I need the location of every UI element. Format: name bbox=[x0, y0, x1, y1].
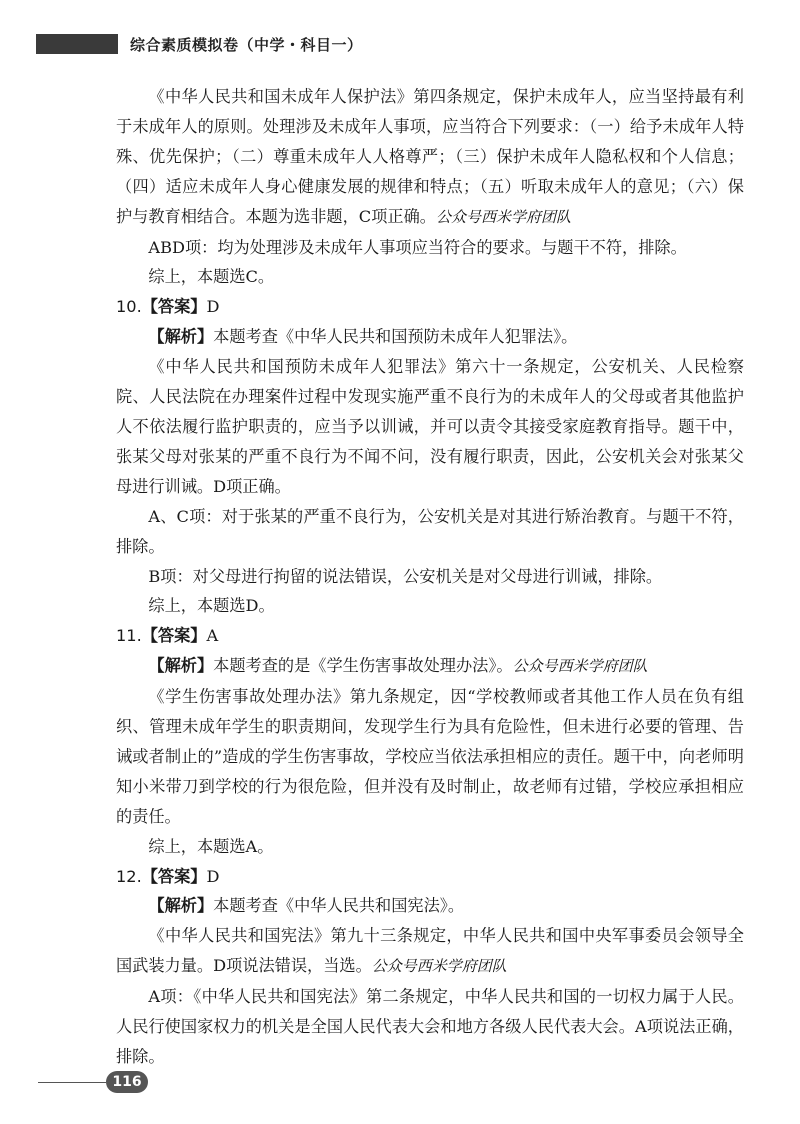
analysis-line bbox=[116, 322, 744, 352]
answer-tag: 【答案】 bbox=[141, 297, 207, 317]
paragraph-text: 综上，本题选D。 bbox=[148, 596, 275, 616]
page-content bbox=[116, 82, 744, 1072]
paragraph-text: 《学生伤害事故处理办法》第九条规定，因“学校教师或者其他工作人员在负有组织、管理未成年学生的职责期间，发现学生行为具有危险性，但未进行必要的管理、告诫或者制止的”造成的学生伤害事故，学校应当依法承担相应的责任。题干中，向老师明知小米带刀到学校的行为很危险，但并没有及时制止，故老师有过错，学校应承担相应的责任。 bbox=[116, 687, 744, 826]
analysis-text: 本题考查的是《学生伤害事故处理办法》。 bbox=[213, 656, 513, 676]
analysis-tag: 【解析】 bbox=[148, 896, 214, 916]
answer-line bbox=[116, 862, 744, 892]
analysis-line bbox=[116, 651, 744, 682]
paragraph-text: 《中华人民共和国宪法》第九十三条规定，中华人民共和国中央军事委员会领导全国武装力量。D项说法错误，当选。 bbox=[116, 926, 744, 976]
footer-line bbox=[38, 1082, 106, 1083]
analysis-line bbox=[116, 891, 744, 921]
page-header bbox=[36, 34, 363, 54]
answer-tag: 【答案】 bbox=[141, 866, 207, 886]
answer-tag: 【答案】 bbox=[141, 626, 207, 646]
question-number: 11. bbox=[116, 626, 142, 646]
page-footer bbox=[38, 1071, 148, 1093]
body-paragraph bbox=[116, 233, 744, 263]
question-number: 12. bbox=[116, 866, 142, 886]
body-paragraph bbox=[116, 682, 744, 832]
answer-value: D bbox=[206, 297, 220, 317]
paragraph-text: 综上，本题选A。 bbox=[148, 836, 274, 856]
answer-line bbox=[116, 292, 744, 322]
paragraph-text: ABD项：均为处理涉及未成年人事项应当符合的要求。与题干不符，排除。 bbox=[148, 237, 687, 257]
paragraph-text: A、C项：对于张某的严重不良行为，公安机关是对其进行矫治教育。与题干不符，排除。 bbox=[116, 506, 744, 556]
paragraph-text: 综上，本题选C。 bbox=[148, 267, 275, 287]
watermark-text: 公众号西米学府团队 bbox=[435, 207, 571, 226]
paragraph-text: B项：对父母进行拘留的说法错误，公安机关是对父母进行训诫，排除。 bbox=[148, 566, 663, 586]
body-paragraph bbox=[116, 562, 744, 592]
watermark-text: 公众号西米学府团队 bbox=[512, 657, 648, 676]
paragraph-text: 《中华人民共和国预防未成年人犯罪法》第六十一条规定，公安机关、人民检察院、人民法院在办理案件过程中发现实施严重不良行为的未成年人的父母或者其他监护人不依法履行监护职责的，应当予以训诫，并可以责令其接受家庭教育指导。题干中，张某父母对张某的严重不良行为不闻不问，没有履行职责，因此，公安机关会对张某父母进行训诫。D项正确。 bbox=[116, 357, 744, 496]
header-bar bbox=[36, 34, 118, 54]
body-paragraph bbox=[116, 982, 744, 1072]
watermark-text: 公众号西米学府团队 bbox=[371, 957, 507, 976]
body-paragraph bbox=[116, 262, 744, 292]
analysis-tag: 【解析】 bbox=[148, 327, 214, 347]
analysis-text: 本题考查《中华人民共和国宪法》。 bbox=[213, 896, 465, 916]
analysis-tag: 【解析】 bbox=[148, 656, 214, 676]
answer-value: D bbox=[206, 866, 220, 886]
header-title: 综合素质模拟卷（中学・科目一） bbox=[130, 35, 363, 54]
answer-value: A bbox=[206, 626, 219, 646]
body-paragraph bbox=[116, 502, 744, 562]
analysis-text: 本题考查《中华人民共和国预防未成年人犯罪法》。 bbox=[213, 327, 578, 347]
question-number: 10. bbox=[116, 297, 142, 317]
body-paragraph bbox=[116, 921, 744, 982]
paragraph-text: A项：《中华人民共和国宪法》第二条规定，中华人民共和国的一切权力属于人民。人民行使国家权力的机关是全国人民代表大会和地方各级人民代表大会。A项说法正确，排除。 bbox=[116, 987, 744, 1066]
answer-line bbox=[116, 621, 744, 651]
body-paragraph bbox=[116, 352, 744, 502]
paragraph-text: 《中华人民共和国未成年人保护法》第四条规定，保护未成年人，应当坚持最有利于未成年人的原则。处理涉及未成年人事项，应当符合下列要求：（一）给予未成年人特殊、优先保护；（二）尊重未成年人人格尊严；（三）保护未成年人隐私权和个人信息；（四）适应未成年人身心健康发展的规律和特点；（五）听取未成年人的意见；（六）保护与教育相结合。本题为选非题，C项正确。 bbox=[116, 87, 744, 226]
body-paragraph bbox=[116, 832, 744, 862]
body-paragraph bbox=[116, 82, 744, 233]
page-number: 116 bbox=[106, 1071, 148, 1093]
body-paragraph bbox=[116, 591, 744, 621]
